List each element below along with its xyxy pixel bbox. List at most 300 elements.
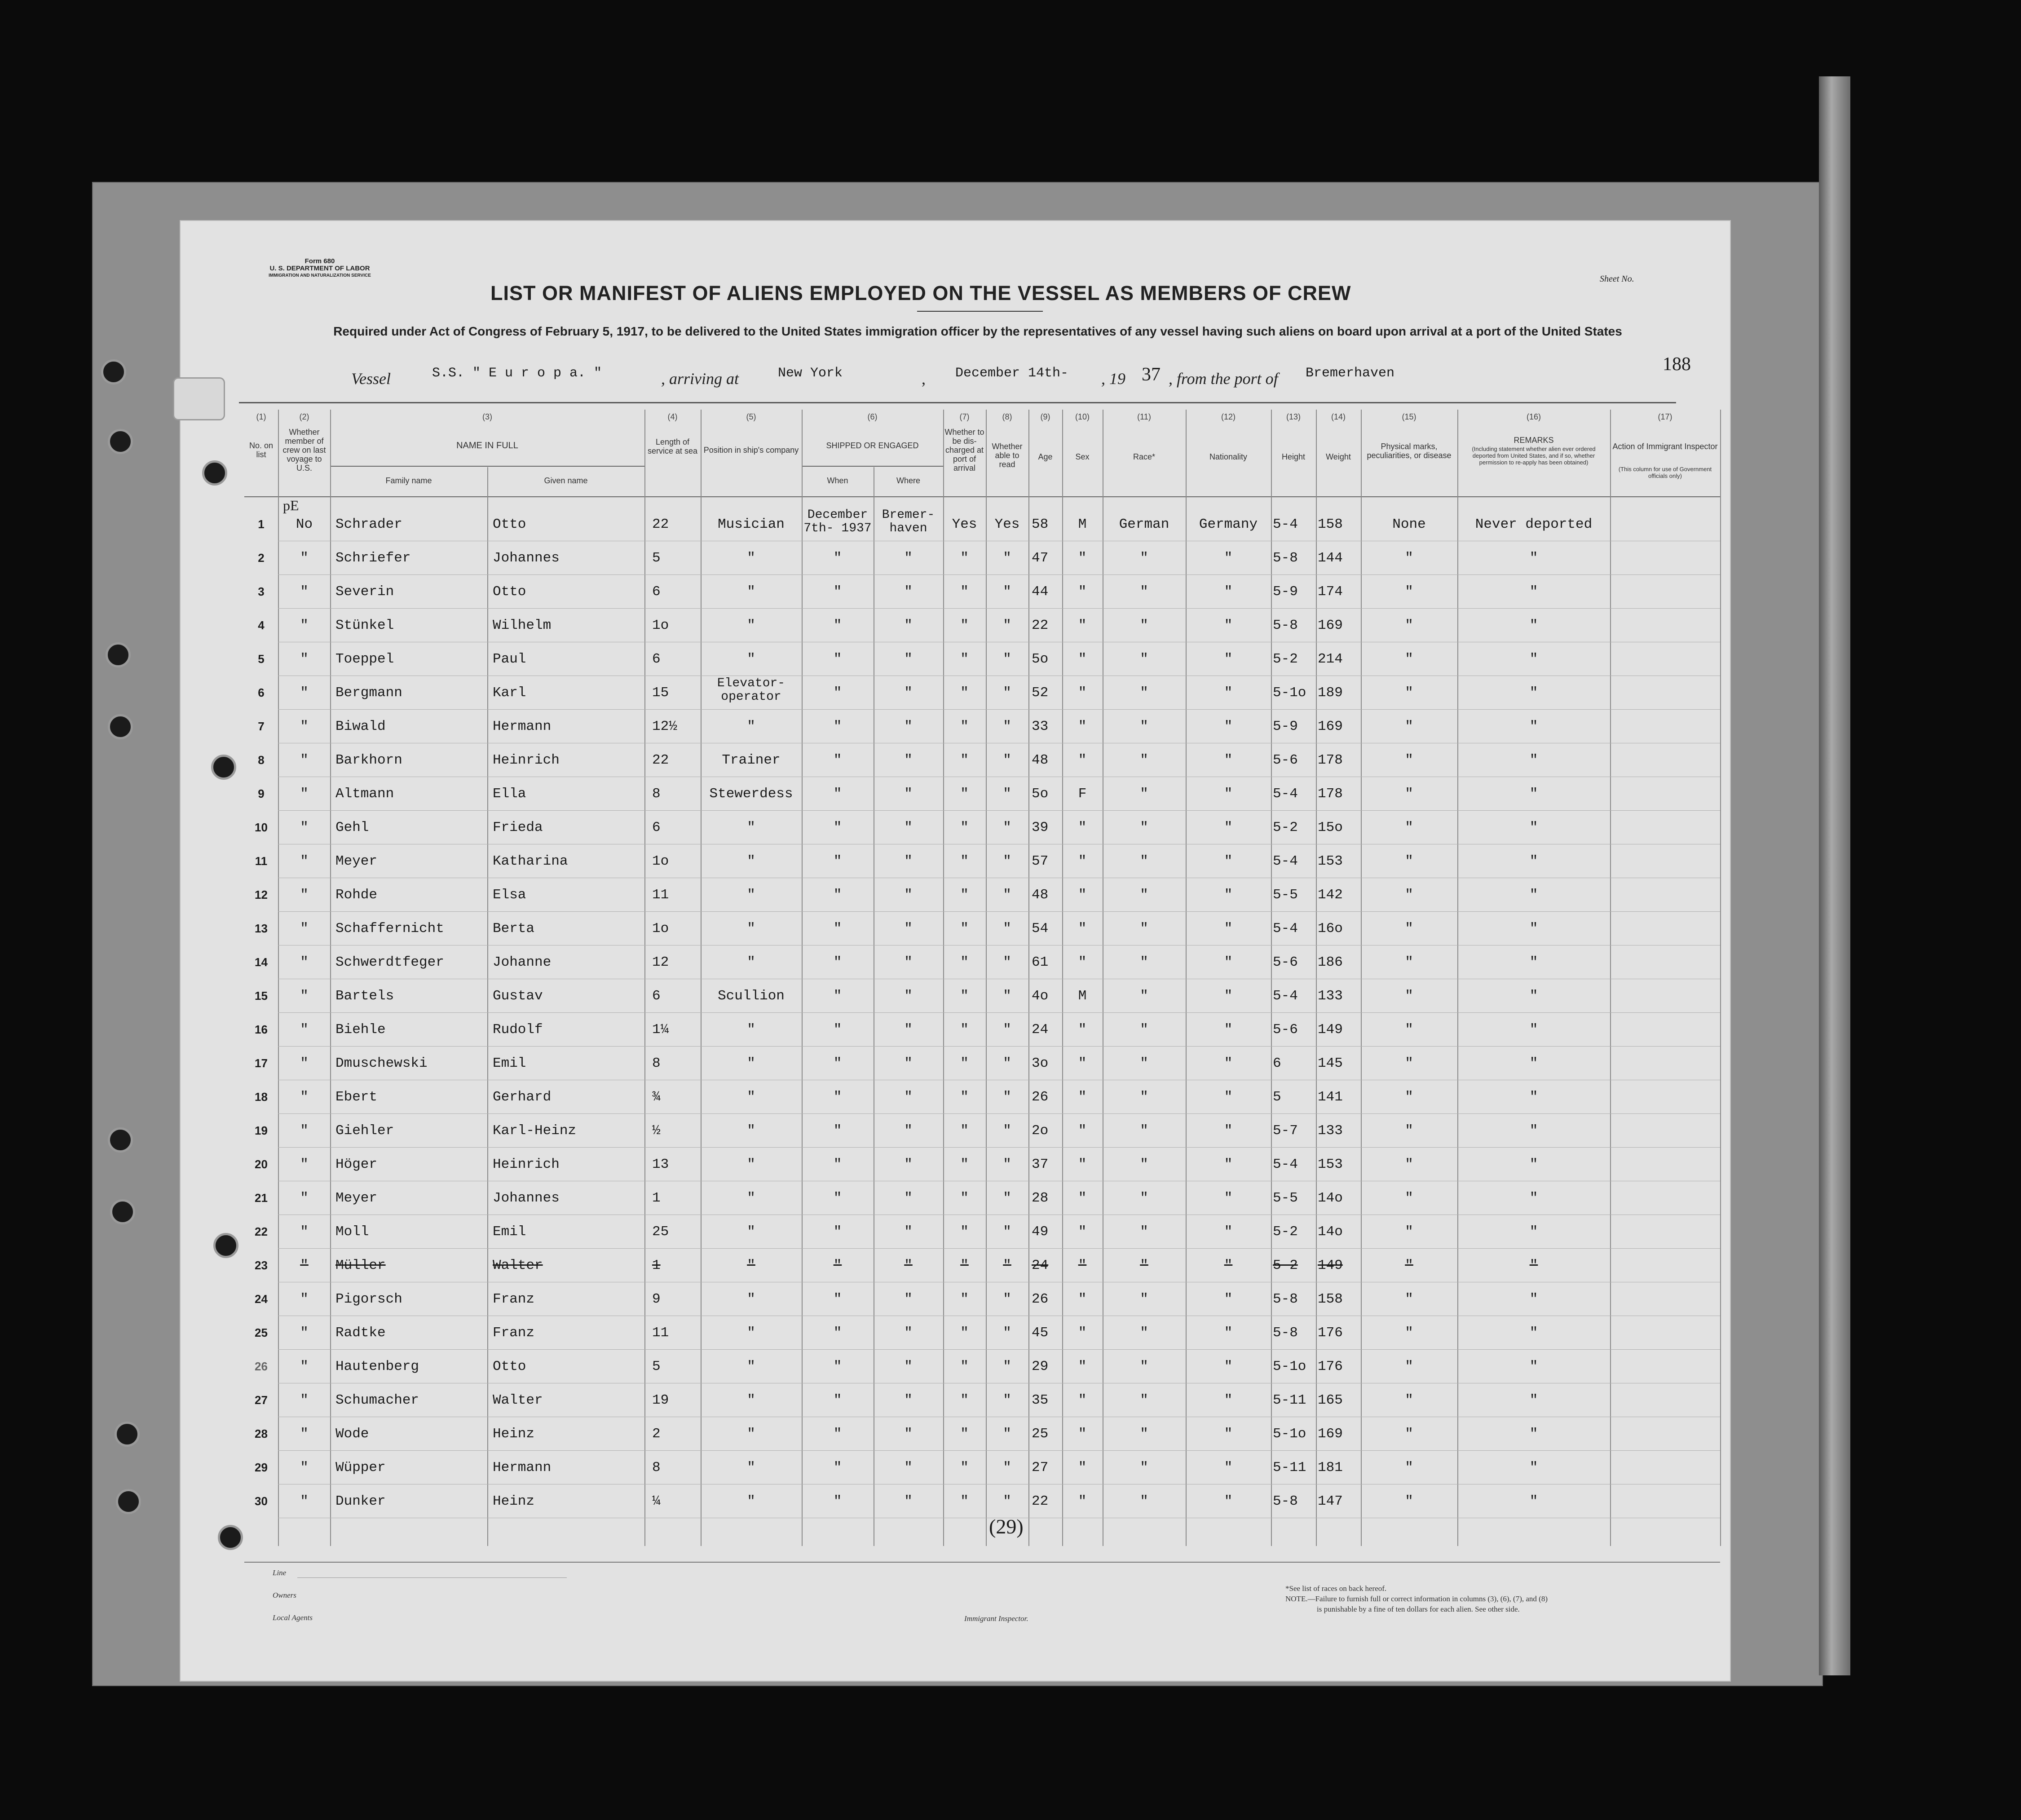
cell-crew: " <box>300 1157 309 1172</box>
cell-remarks: " <box>1529 1224 1538 1240</box>
cell-position: " <box>747 584 755 600</box>
cell-where: " <box>904 853 913 869</box>
cell-remarks: " <box>1529 1056 1538 1071</box>
cell-height: 5-2 <box>1273 1258 1298 1273</box>
cell-read: " <box>1003 887 1011 903</box>
cell-height: 5-6 <box>1273 752 1298 768</box>
cell-race: " <box>1140 786 1148 802</box>
cell-age: 25 <box>1032 1426 1049 1442</box>
cell-n: 2 <box>258 551 265 565</box>
cell-age: 5o <box>1032 651 1049 667</box>
cell-family: Höger <box>335 1157 378 1172</box>
cell-family: Stünkel <box>335 618 394 633</box>
cell-race: " <box>1140 853 1148 869</box>
cell-when: " <box>833 1157 842 1172</box>
cell-discharged: " <box>960 584 969 600</box>
cell-when: " <box>833 685 842 701</box>
cell-sex: " <box>1078 1493 1087 1509</box>
cell-sex: " <box>1078 1089 1087 1105</box>
cell-crew: " <box>300 719 309 734</box>
cell-service: 11 <box>652 887 669 903</box>
cell-given: Frieda <box>493 820 543 835</box>
cell-nationality: " <box>1224 1224 1233 1240</box>
col-num-8: (8) <box>1002 412 1012 421</box>
cell-remarks: " <box>1529 1123 1538 1139</box>
cell-read: " <box>1003 1224 1011 1240</box>
table-row <box>181 1114 1730 1148</box>
cell-crew: " <box>300 1190 309 1206</box>
cell-read: " <box>1003 1426 1011 1442</box>
header-sex: Sex <box>1075 452 1090 461</box>
cell-sex: " <box>1078 1190 1087 1206</box>
cell-given: Heinrich <box>493 1157 560 1172</box>
cell-crew: " <box>300 1089 309 1105</box>
cell-family: Wode <box>335 1426 369 1442</box>
cell-read: " <box>1003 1291 1011 1307</box>
cell-sex: " <box>1078 1426 1087 1442</box>
cell-discharged: " <box>960 853 969 869</box>
cell-position: " <box>747 1291 755 1307</box>
title-rule <box>917 311 1043 312</box>
cell-family: Dmuschewski <box>335 1056 428 1071</box>
cell-service: 5 <box>652 550 661 566</box>
cell-when: " <box>833 1325 842 1341</box>
header-action-note: (This column for use of Government officials only) <box>1618 466 1712 479</box>
cell-where: " <box>904 752 913 768</box>
cell-weight: 169 <box>1318 618 1343 633</box>
cell-when: " <box>833 921 842 937</box>
cell-nationality: " <box>1224 786 1233 802</box>
cell-when: " <box>833 1089 842 1105</box>
cell-n: 23 <box>255 1259 268 1272</box>
cell-crew: " <box>300 853 309 869</box>
header-crew-member: Whether member of crew on last voyage to U.S. <box>282 428 326 473</box>
cell-remarks: " <box>1529 618 1538 633</box>
cell-sex: " <box>1078 1056 1087 1071</box>
cell-nationality: " <box>1224 1493 1233 1509</box>
cell-service: 12½ <box>652 719 677 734</box>
cell-crew: " <box>300 618 309 633</box>
total-annotation: (29) <box>989 1515 1024 1538</box>
table-row <box>181 811 1730 844</box>
cell-weight: 169 <box>1318 719 1343 734</box>
vessel-name: S.S. " E u r o p a. " <box>432 366 602 381</box>
cell-service: ¼ <box>652 1493 661 1509</box>
col-num-13: (13) <box>1286 412 1301 421</box>
cell-weight: 144 <box>1318 550 1343 566</box>
cell-position: Trainer <box>722 752 781 768</box>
cell-age: 24 <box>1032 1022 1049 1038</box>
table-row <box>181 1249 1730 1282</box>
page-title: LIST OR MANIFEST OF ALIENS EMPLOYED ON THE VESSEL AS MEMBERS OF CREW <box>490 282 1351 305</box>
cell-race: " <box>1140 618 1148 633</box>
cell-remarks: " <box>1529 1022 1538 1038</box>
cell-age: 58 <box>1032 517 1049 532</box>
cell-height: 5-8 <box>1273 1291 1298 1307</box>
cell-n: 6 <box>258 686 265 699</box>
cell-nationality: " <box>1224 1325 1233 1341</box>
table-row <box>181 1417 1730 1451</box>
vessel-label: Vessel <box>351 370 391 388</box>
cell-when: " <box>833 752 842 768</box>
table-row <box>181 609 1730 642</box>
cell-read: " <box>1003 1325 1011 1341</box>
cell-crew: " <box>300 887 309 903</box>
name-header-rule <box>330 466 644 467</box>
cell-age: 52 <box>1032 685 1049 701</box>
cell-when: " <box>833 1224 842 1240</box>
cell-service: 6 <box>652 584 661 600</box>
cell-when: " <box>833 1291 842 1307</box>
cell-race: " <box>1140 685 1148 701</box>
page-subtitle: Required under Act of Congress of February 5, 1917, to be delivered to the United States immigration officer by the representatives of any vessel having such aliens on board upon arrival at a port of the United States <box>333 324 1622 338</box>
table-row <box>181 1181 1730 1215</box>
cell-service: 8 <box>652 786 661 802</box>
cell-when: " <box>833 820 842 835</box>
cell-discharged: " <box>960 1089 969 1105</box>
cell-n: 13 <box>255 922 268 935</box>
cell-nationality: " <box>1224 719 1233 734</box>
cell-age: 44 <box>1032 584 1049 600</box>
cell-race: " <box>1140 820 1148 835</box>
cell-where: " <box>904 1224 913 1240</box>
cell-position: " <box>747 618 755 633</box>
cell-where: " <box>904 1325 913 1341</box>
cell-sex: " <box>1078 820 1087 835</box>
punch-hole <box>108 714 133 739</box>
cell-n: 21 <box>255 1191 268 1205</box>
cell-where: " <box>904 921 913 937</box>
punch-hole <box>110 1199 135 1224</box>
cell-weight: 178 <box>1318 786 1343 802</box>
table-row <box>181 777 1730 811</box>
cell-discharged: " <box>960 719 969 734</box>
cell-where: " <box>904 685 913 701</box>
col-num-11: (11) <box>1137 412 1151 421</box>
cell-discharged: " <box>960 786 969 802</box>
cell-nationality: " <box>1224 1123 1233 1139</box>
cell-physical: " <box>1405 618 1413 633</box>
cell-family: Radtke <box>335 1325 386 1341</box>
cell-race: " <box>1140 1291 1148 1307</box>
cell-sex: " <box>1078 1022 1087 1038</box>
cell-where: " <box>904 1022 913 1038</box>
cell-nationality: " <box>1224 954 1233 970</box>
cell-service: 22 <box>652 517 669 532</box>
col-num-9: (9) <box>1040 412 1050 421</box>
cell-discharged: " <box>960 1224 969 1240</box>
cell-n: 29 <box>255 1461 268 1474</box>
cell-physical: " <box>1405 1460 1413 1475</box>
cell-when: " <box>833 618 842 633</box>
cell-read: " <box>1003 1157 1011 1172</box>
cell-position: " <box>747 1426 755 1442</box>
punch-hole <box>211 755 236 780</box>
table-row <box>181 945 1730 979</box>
cell-age: 45 <box>1032 1325 1049 1341</box>
cell-race: " <box>1140 1258 1148 1273</box>
cell-where: " <box>904 719 913 734</box>
cell-sex: " <box>1078 954 1087 970</box>
cell-height: 5-4 <box>1273 1157 1298 1172</box>
cell-discharged: " <box>960 921 969 937</box>
punch-hole <box>116 1489 141 1514</box>
cell-sex: " <box>1078 550 1087 566</box>
cell-physical: " <box>1405 1123 1413 1139</box>
cell-age: 22 <box>1032 1493 1049 1509</box>
cell-when: " <box>833 1392 842 1408</box>
cell-crew: " <box>300 1392 309 1408</box>
cell-nationality: " <box>1224 921 1233 937</box>
cell-n: 22 <box>255 1225 268 1238</box>
cell-age: 37 <box>1032 1157 1049 1172</box>
col-num-6: (6) <box>867 412 878 421</box>
cell-age: 28 <box>1032 1190 1049 1206</box>
cell-race: " <box>1140 719 1148 734</box>
crew-table-body <box>181 508 1730 1518</box>
cell-physical: " <box>1405 550 1413 566</box>
cell-where: " <box>904 651 913 667</box>
cell-remarks: " <box>1529 921 1538 937</box>
cell-physical: " <box>1405 1392 1413 1408</box>
cell-when: " <box>833 1493 842 1509</box>
footer-note-races: *See list of races on back hereof. <box>1285 1584 1387 1593</box>
cell-given: Emil <box>493 1224 526 1240</box>
punch-hole <box>202 460 227 486</box>
cell-read: " <box>1003 786 1011 802</box>
footer-inspector-label: Immigrant Inspector. <box>964 1614 1028 1623</box>
cell-n: 20 <box>255 1157 268 1171</box>
cell-service: 2 <box>652 1426 661 1442</box>
cell-remarks: " <box>1529 1426 1538 1442</box>
cell-weight: 133 <box>1318 988 1343 1004</box>
cell-discharged: " <box>960 1258 969 1273</box>
cell-where: " <box>904 1123 913 1139</box>
cell-sex: " <box>1078 1392 1087 1408</box>
cell-weight: 153 <box>1318 853 1343 869</box>
cell-crew: " <box>300 550 309 566</box>
pe-annotation: pE <box>283 497 299 513</box>
punch-hole <box>106 642 131 667</box>
cell-family: Schumacher <box>335 1392 419 1408</box>
cell-when: " <box>833 651 842 667</box>
cell-position: " <box>747 1325 755 1341</box>
col-num-2: (2) <box>299 412 309 421</box>
cell-service: 22 <box>652 752 669 768</box>
cell-position: " <box>747 719 755 734</box>
cell-sex: " <box>1078 685 1087 701</box>
cell-nationality: " <box>1224 887 1233 903</box>
cell-n: 19 <box>255 1124 268 1137</box>
cell-read: " <box>1003 1392 1011 1408</box>
cell-service: 6 <box>652 820 661 835</box>
cell-family: Müller <box>335 1258 386 1273</box>
cell-sex: " <box>1078 1224 1087 1240</box>
punch-hole <box>101 359 126 384</box>
cell-sex: " <box>1078 584 1087 600</box>
cell-n: 28 <box>255 1427 268 1440</box>
form-number: Form 680 <box>304 257 335 265</box>
table-row <box>181 912 1730 945</box>
cell-weight: 142 <box>1318 887 1343 903</box>
cell-nationality: " <box>1224 651 1233 667</box>
cell-given: Hermann <box>493 719 552 734</box>
cell-nationality: " <box>1224 1258 1233 1273</box>
cell-discharged: " <box>960 1157 969 1172</box>
cell-discharged: " <box>960 887 969 903</box>
cell-position: " <box>747 1460 755 1475</box>
table-row <box>181 575 1730 609</box>
cell-nationality: Germany <box>1199 517 1258 532</box>
cell-sex: " <box>1078 1157 1087 1172</box>
cell-nationality: " <box>1224 618 1233 633</box>
cell-physical: " <box>1405 853 1413 869</box>
cell-height: 5-2 <box>1273 820 1298 835</box>
cell-height: 5-11 <box>1273 1392 1306 1408</box>
cell-height: 5-1o <box>1273 1359 1306 1374</box>
cell-family: Giehler <box>335 1123 394 1139</box>
cell-where: " <box>904 820 913 835</box>
cell-race: " <box>1140 1089 1148 1105</box>
cell-service: 11 <box>652 1325 669 1341</box>
cell-height: 5-4 <box>1273 786 1298 802</box>
cell-read: " <box>1003 954 1011 970</box>
cell-weight: 15o <box>1318 820 1343 835</box>
cell-n: 9 <box>258 787 265 800</box>
cell-where: " <box>904 1056 913 1071</box>
cell-where: Bremer- haven <box>882 508 935 535</box>
cell-service: 13 <box>652 1157 669 1172</box>
header-bottom-rule <box>244 496 1720 497</box>
cell-discharged: " <box>960 820 969 835</box>
footer-note-fine-cont: is punishable by a fine of ten dollars for each alien. See other side. <box>1317 1605 1520 1613</box>
cell-when: " <box>833 1056 842 1071</box>
col-num-1: (1) <box>256 412 266 421</box>
cell-nationality: " <box>1224 853 1233 869</box>
cell-discharged: " <box>960 1291 969 1307</box>
cell-height: 5-6 <box>1273 1022 1298 1038</box>
cell-race: " <box>1140 1392 1148 1408</box>
cell-read: " <box>1003 1460 1011 1475</box>
cell-physical: " <box>1405 1325 1413 1341</box>
cell-sex: " <box>1078 651 1087 667</box>
header-family-name: Family name <box>385 476 432 485</box>
cell-age: 27 <box>1032 1460 1049 1475</box>
header-rule <box>239 402 1676 403</box>
cell-service: 1o <box>652 921 669 937</box>
cell-weight: 147 <box>1318 1493 1343 1509</box>
cell-given: Gerhard <box>493 1089 552 1105</box>
cell-nationality: " <box>1224 550 1233 566</box>
cell-race: " <box>1140 752 1148 768</box>
cell-race: " <box>1140 1022 1148 1038</box>
cell-crew: " <box>300 752 309 768</box>
cell-race: " <box>1140 584 1148 600</box>
cell-height: 5-5 <box>1273 887 1298 903</box>
cell-age: 22 <box>1032 618 1049 633</box>
sheet-label: Sheet No. <box>1600 274 1634 284</box>
form-service: IMMIGRATION AND NATURALIZATION SERVICE <box>269 273 371 278</box>
cell-discharged: " <box>960 1359 969 1374</box>
cell-n: 1 <box>258 517 265 531</box>
cell-family: Severin <box>335 584 394 600</box>
table-row <box>181 878 1730 912</box>
cell-age: 26 <box>1032 1089 1049 1105</box>
footer-line-label: Line <box>273 1568 287 1577</box>
cell-weight: 181 <box>1318 1460 1343 1475</box>
cell-n: 16 <box>255 1023 268 1036</box>
cell-weight: 189 <box>1318 685 1343 701</box>
cell-given: Heinrich <box>493 752 560 768</box>
from-port: Bremerhaven <box>1306 366 1395 381</box>
cell-position: " <box>747 651 755 667</box>
cell-position: " <box>747 1359 755 1374</box>
cell-race: " <box>1140 1426 1148 1442</box>
cell-n: 30 <box>255 1494 268 1508</box>
cell-n: 11 <box>255 854 268 868</box>
cell-crew: " <box>300 1325 309 1341</box>
cell-n: 24 <box>255 1292 268 1306</box>
cell-height: 5-6 <box>1273 954 1298 970</box>
punch-hole <box>108 429 133 454</box>
cell-weight: 141 <box>1318 1089 1343 1105</box>
cell-read: " <box>1003 752 1011 768</box>
cell-physical: " <box>1405 988 1413 1004</box>
col-num-15: (15) <box>1402 412 1416 421</box>
cell-n: 10 <box>255 821 268 834</box>
cell-crew: " <box>300 786 309 802</box>
cell-given: Johanne <box>493 954 552 970</box>
header-position: Position in ship's company <box>703 446 799 455</box>
cell-given: Walter <box>493 1392 543 1408</box>
footer-owners-label: Owners <box>273 1591 296 1599</box>
cell-crew: " <box>300 1258 309 1273</box>
cell-age: 35 <box>1032 1392 1049 1408</box>
binder-strip <box>1819 76 1850 1675</box>
cell-physical: " <box>1405 1359 1413 1374</box>
cell-read: " <box>1003 988 1011 1004</box>
cell-race: " <box>1140 1460 1148 1475</box>
col-num-17: (17) <box>1658 412 1672 421</box>
cell-position: " <box>747 1493 755 1509</box>
cell-read: " <box>1003 719 1011 734</box>
cell-service: 1o <box>652 618 669 633</box>
cell-read: " <box>1003 921 1011 937</box>
cell-position: " <box>747 921 755 937</box>
cell-crew: " <box>300 820 309 835</box>
header-nationality: Nationality <box>1209 452 1248 461</box>
cell-height: 5-1o <box>1273 685 1306 701</box>
cell-crew: " <box>300 1022 309 1038</box>
cell-sex: " <box>1078 1460 1087 1475</box>
cell-when: " <box>833 887 842 903</box>
cell-when: " <box>833 786 842 802</box>
cell-service: ½ <box>652 1123 661 1139</box>
cell-remarks: " <box>1529 1291 1538 1307</box>
cell-family: Bergmann <box>335 685 402 701</box>
cell-crew: " <box>300 1056 309 1071</box>
header-given-name: Given name <box>544 476 588 485</box>
cell-height: 5-5 <box>1273 1190 1298 1206</box>
cell-family: Dunker <box>335 1493 386 1509</box>
cell-service: 12 <box>652 954 669 970</box>
cell-n: 27 <box>255 1393 268 1407</box>
cell-crew: " <box>300 921 309 937</box>
cell-physical: " <box>1405 1258 1413 1273</box>
cell-read: " <box>1003 618 1011 633</box>
cell-position: " <box>747 1056 755 1071</box>
cell-given: Otto <box>493 1359 526 1374</box>
